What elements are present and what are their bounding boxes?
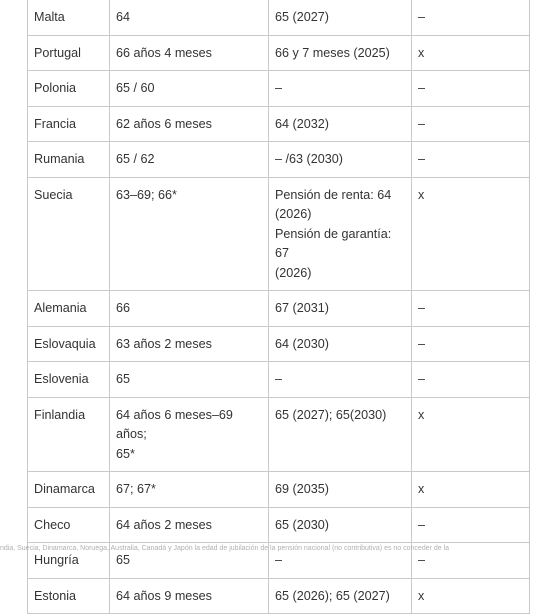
future-age-cell: 65 (2027); 65(2030) bbox=[269, 397, 412, 472]
current-age-cell: 66 años 4 meses bbox=[110, 35, 269, 71]
mark-cell: – bbox=[412, 362, 530, 398]
future-age-cell: 66 y 7 meses (2025) bbox=[269, 35, 412, 71]
country-cell: Hungría bbox=[28, 543, 110, 579]
current-age-cell bbox=[110, 397, 269, 472]
current-age-cell: 65 bbox=[110, 362, 269, 398]
future-age-line: Pensión de garantía: 67 bbox=[275, 226, 392, 260]
country-cell: Checo bbox=[28, 507, 110, 543]
future-age-cell: – /63 (2030) bbox=[269, 142, 412, 178]
future-age-cell: – bbox=[269, 71, 412, 107]
future-age-cell: – bbox=[269, 362, 412, 398]
future-age-cell: 65 (2027) bbox=[269, 0, 412, 35]
current-age-line: 65* bbox=[116, 446, 135, 461]
country-cell: Eslovenia bbox=[28, 362, 110, 398]
current-age-cell: 66 bbox=[110, 291, 269, 327]
future-age-cell: 65 (2026); 65 (2027) bbox=[269, 578, 412, 614]
table-row bbox=[28, 507, 530, 543]
future-age-line: (2026) bbox=[275, 207, 312, 221]
mark-cell: x bbox=[412, 472, 530, 508]
mark-cell: – bbox=[412, 543, 530, 579]
table-row bbox=[28, 472, 530, 508]
table-row bbox=[28, 0, 530, 35]
table-row bbox=[28, 326, 530, 362]
table-row bbox=[28, 578, 530, 614]
country-cell: Polonia bbox=[28, 71, 110, 107]
current-age-cell: 63 años 2 meses bbox=[110, 326, 269, 362]
table-row bbox=[28, 71, 530, 107]
country-cell: Francia bbox=[28, 106, 110, 142]
future-age-line: (2026) bbox=[275, 265, 312, 280]
country-cell: Eslovaquia bbox=[28, 326, 110, 362]
country-cell: Dinamarca bbox=[28, 472, 110, 508]
mark-cell: – bbox=[412, 507, 530, 543]
table-row bbox=[28, 177, 530, 291]
future-age-cell: 64 (2030) bbox=[269, 326, 412, 362]
table-row bbox=[28, 35, 530, 71]
current-age-cell: 63–69; 66* bbox=[110, 177, 269, 291]
current-age-cell: 65 / 60 bbox=[110, 71, 269, 107]
country-cell: Suecia bbox=[28, 177, 110, 291]
current-age-cell: 64 bbox=[110, 0, 269, 35]
current-age-line: 64 años 6 meses–69 años; bbox=[116, 407, 233, 441]
mark-cell: – bbox=[412, 71, 530, 107]
retirement-age-table bbox=[27, 0, 530, 614]
country-cell: Malta bbox=[28, 0, 110, 35]
mark-cell: x bbox=[412, 578, 530, 614]
current-age-cell: 62 años 6 meses bbox=[110, 106, 269, 142]
footnote-text: ndia, Suecia, Dinamarca, Noruega, Australia, Canadá y Japón la edad de jubilación de la pensión nacional (no contributiva) es no conceder de la bbox=[0, 545, 450, 552]
future-age-cell: 69 (2035) bbox=[269, 472, 412, 508]
mark-cell: – bbox=[412, 326, 530, 362]
country-cell: Rumania bbox=[28, 142, 110, 178]
table-row bbox=[28, 397, 530, 472]
future-age-cell: 64 (2032) bbox=[269, 106, 412, 142]
country-cell: Alemania bbox=[28, 291, 110, 327]
future-age-line: Pensión de renta: 64 bbox=[275, 187, 392, 202]
mark-cell: – bbox=[412, 291, 530, 327]
future-age-cell: 67 (2031) bbox=[269, 291, 412, 327]
future-age-cell bbox=[269, 177, 412, 291]
mark-cell: x bbox=[412, 35, 530, 71]
country-cell: Portugal bbox=[28, 35, 110, 71]
mark-cell: – bbox=[412, 0, 530, 35]
current-age-cell: 65 bbox=[110, 543, 269, 579]
current-age-cell: 67; 67* bbox=[110, 472, 269, 508]
mark-cell: – bbox=[412, 142, 530, 178]
table-row bbox=[28, 142, 530, 178]
current-age-cell: 64 años 2 meses bbox=[110, 507, 269, 543]
mark-cell: – bbox=[412, 106, 530, 142]
country-cell: Finlandia bbox=[28, 397, 110, 472]
future-age-cell: – bbox=[269, 543, 412, 579]
country-cell: Estonia bbox=[28, 578, 110, 614]
future-age-cell: 65 (2030) bbox=[269, 507, 412, 543]
current-age-cell: 65 / 62 bbox=[110, 142, 269, 178]
table-row bbox=[28, 106, 530, 142]
table-row bbox=[28, 362, 530, 398]
current-age-cell: 64 años 9 meses bbox=[110, 578, 269, 614]
table-row bbox=[28, 291, 530, 327]
mark-cell: x bbox=[412, 177, 530, 291]
mark-cell: x bbox=[412, 397, 530, 472]
